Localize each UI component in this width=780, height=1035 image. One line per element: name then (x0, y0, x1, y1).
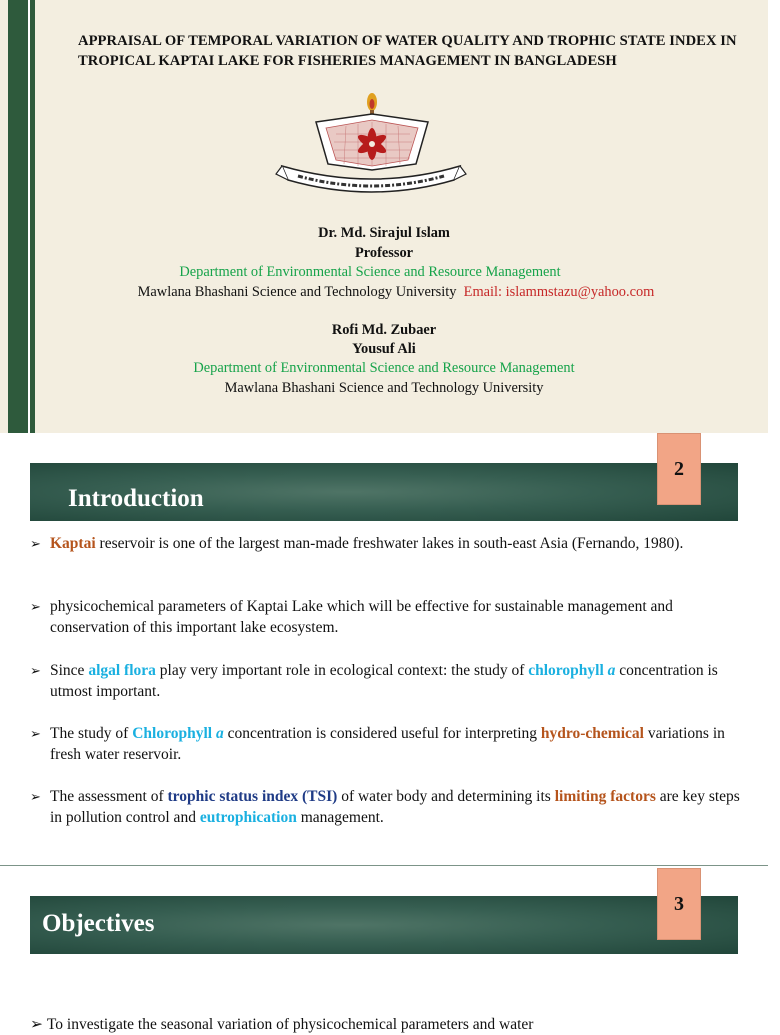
bullet-text: variations in fresh water reservoir. (50, 725, 725, 763)
keyword-chlorophyll-a: a (215, 725, 224, 742)
author1-email[interactable]: Email: islammstazu@yahoo.com (463, 284, 655, 300)
bullet-text: are key steps in pollution control and (50, 788, 740, 826)
objectives-slide (0, 865, 768, 1024)
objectives-banner (30, 896, 738, 954)
author1-university: Mawlana Bhashani Science and Technology University (137, 284, 457, 300)
bullet-text: The study of (50, 725, 133, 742)
arrow-bullet-icon: ➢ (30, 536, 41, 551)
bullet-item (30, 723, 740, 765)
keyword-limiting-factors: limiting factors (554, 788, 656, 805)
author2-name: Rofi Md. Zubaer (331, 322, 437, 338)
bullet-text: concentration is considered useful for interpreting (223, 725, 541, 742)
bullet-text: physicochemical parameters of Kaptai Lake which will be effective for sustainable management and conservation of this important lake ecosystem. (50, 598, 673, 636)
objectives-heading: Objectives (42, 910, 155, 937)
author1-position: Professor (354, 245, 414, 261)
slide-number: 2 (674, 457, 684, 480)
author1-affiliation (12, 283, 780, 302)
bullet-text: play very important role in ecological context: the study of (155, 662, 529, 679)
keyword-chlorophyll: chlorophyll (528, 662, 608, 679)
keyword-kaptai: Kaptai (50, 535, 96, 552)
bullet-text: management. (296, 809, 384, 826)
author2-university: Mawlana Bhashani Science and Technology University (224, 380, 544, 396)
bullet-text: reservoir is one of the largest man-made freshwater lakes in south-east Asia (Fernando, 1980). (95, 535, 684, 552)
bullet-text: The assessment of (50, 788, 168, 805)
bullet-item (30, 786, 740, 828)
bullet-item (30, 533, 740, 554)
slide-number: 3 (674, 892, 684, 915)
bullet-text: concentration is utmost important. (50, 662, 718, 700)
keyword-tsi: trophic status index (TSI) (167, 788, 338, 805)
introduction-banner (30, 463, 738, 521)
introduction-slide (0, 433, 768, 865)
arrow-bullet-icon: ➢ (30, 599, 41, 614)
keyword-chlorophyll-a: a (607, 662, 616, 679)
bullet-text: of water body and determining its (337, 788, 555, 805)
keyword-hydro-chemical: hydro-chemical (540, 725, 644, 742)
author2-department: Department of Environmental Science and Resource Management (193, 360, 575, 376)
bullet-text: To investigate the seasonal variation of physicochemical parameters and water (46, 1016, 534, 1033)
author1-department: Department of Environmental Science and Resource Management (179, 264, 561, 280)
keyword-chlorophyll: Chlorophyll (132, 725, 216, 742)
bullet-item (30, 596, 740, 638)
slide-number-box (657, 868, 701, 940)
title-slide (0, 0, 768, 433)
bullet-text: Since (50, 662, 89, 679)
bullet-item (30, 660, 740, 702)
university-seal-icon (276, 84, 466, 196)
arrow-bullet-icon: ➢ (30, 789, 41, 804)
objectives-partial-text (30, 1014, 740, 1035)
presentation-title: APPRAISAL OF TEMPORAL VARIATION OF WATER QUALITY AND TROPHIC STATE INDEX IN TROPICAL KAPTAI LAKE FOR FISHERIES MANAGEMENT IN BANGLADESH (78, 33, 737, 69)
author1-name: Dr. Md. Sirajul Islam (318, 225, 450, 241)
slide-number-box (657, 433, 701, 505)
author3-name: Yousuf Ali (352, 341, 416, 357)
keyword-algal-flora: algal flora (88, 662, 156, 679)
arrow-bullet-icon: ➢ (30, 663, 41, 678)
arrow-bullet-icon: ➢ (30, 726, 41, 741)
introduction-heading: Introduction (68, 485, 204, 512)
arrow-bullet-icon: ➢ (30, 1016, 47, 1033)
keyword-eutrophication: eutrophication (199, 809, 297, 826)
